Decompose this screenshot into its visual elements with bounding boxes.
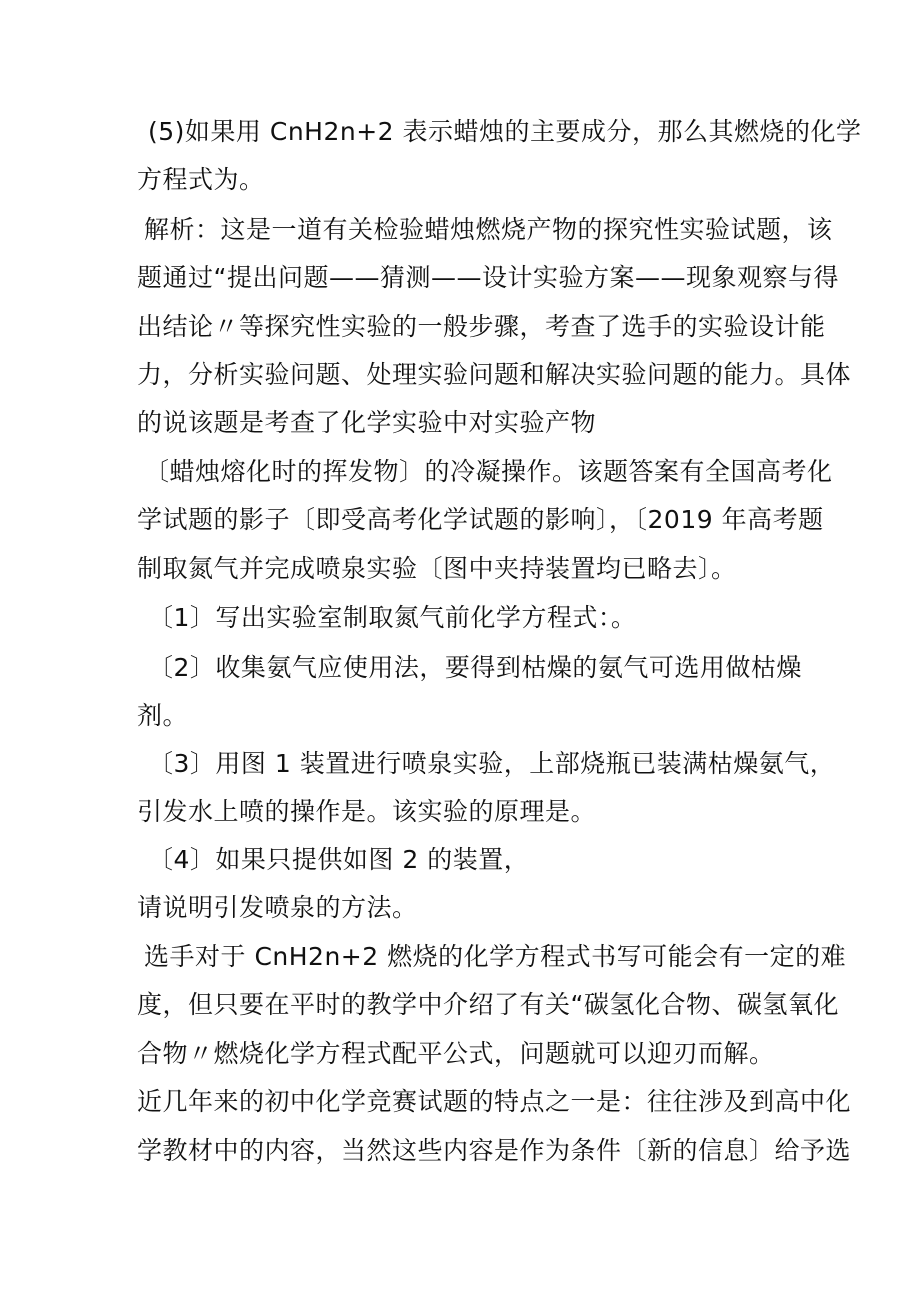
- text-line: 选手对于 CnH2n+2 燃烧的化学方程式书写可能会有一定的难: [144, 942, 847, 971]
- text-line: 学试题的影子〔即受高考化学试题的影响〕，〔2019 年高考题: [137, 505, 824, 534]
- text-line: (5)如果用 CnH2n+2 表示蜡烛的主要成分，那么其燃烧的化学: [148, 117, 862, 146]
- text-line: 引发水上喷的操作是。该实验的原理是。: [137, 797, 597, 826]
- text-line: 出结论〃等探究性实验的一般步骤，考查了选手的实验设计能: [137, 312, 826, 341]
- text-line: 力，分析实验问题、处理实验问题和解决实验问题的能力。具体: [137, 360, 852, 389]
- text-line: 〔2〕收集氨气应使用法，要得到枯燥的氨气可选用做枯燥: [148, 653, 802, 682]
- text-line: 近几年来的初中化学竞赛试题的特点之一是：往往涉及到高中化: [137, 1087, 852, 1116]
- text-line: 题通过“提出问题——猜测——设计实验方案——现象观察与得: [137, 263, 839, 292]
- text-line: 度，但只要在平时的教学中介绍了有关“碳氢化合物、碳氢氧化: [137, 990, 839, 1019]
- text-line: 〔1〕写出实验室制取氮气前化学方程式：。: [148, 603, 637, 632]
- text-line: 方程式为。: [137, 165, 265, 194]
- text-line: 学教材中的内容，当然这些内容是作为条件〔新的信息〕给予选: [137, 1136, 852, 1165]
- text-line: 〔4〕如果只提供如图 2 的装置，: [148, 845, 530, 874]
- text-line: 〔3〕用图 1 装置进行喷泉实验，上部烧瓶已装满枯燥氨气，: [148, 749, 836, 778]
- text-line: 剂。: [137, 701, 189, 730]
- text-line: 〔蜡烛熔化时的挥发物〕的冷凝操作。该题答案有全国高考化: [144, 457, 833, 486]
- text-line: 制取氮气并完成喷泉实验〔图中夹持装置均已略去〕。: [137, 554, 737, 583]
- text-line: 解析：这是一道有关检验蜡烛燃烧产物的探究性实验试题，该: [144, 215, 833, 244]
- text-line: 合物〃燃烧化学方程式配平公式，问题就可以迎刃而解。: [137, 1039, 775, 1068]
- text-line: 请说明引发喷泉的方法。: [137, 893, 418, 922]
- text-line: 的说该题是考查了化学实验中对实验产物: [137, 408, 597, 437]
